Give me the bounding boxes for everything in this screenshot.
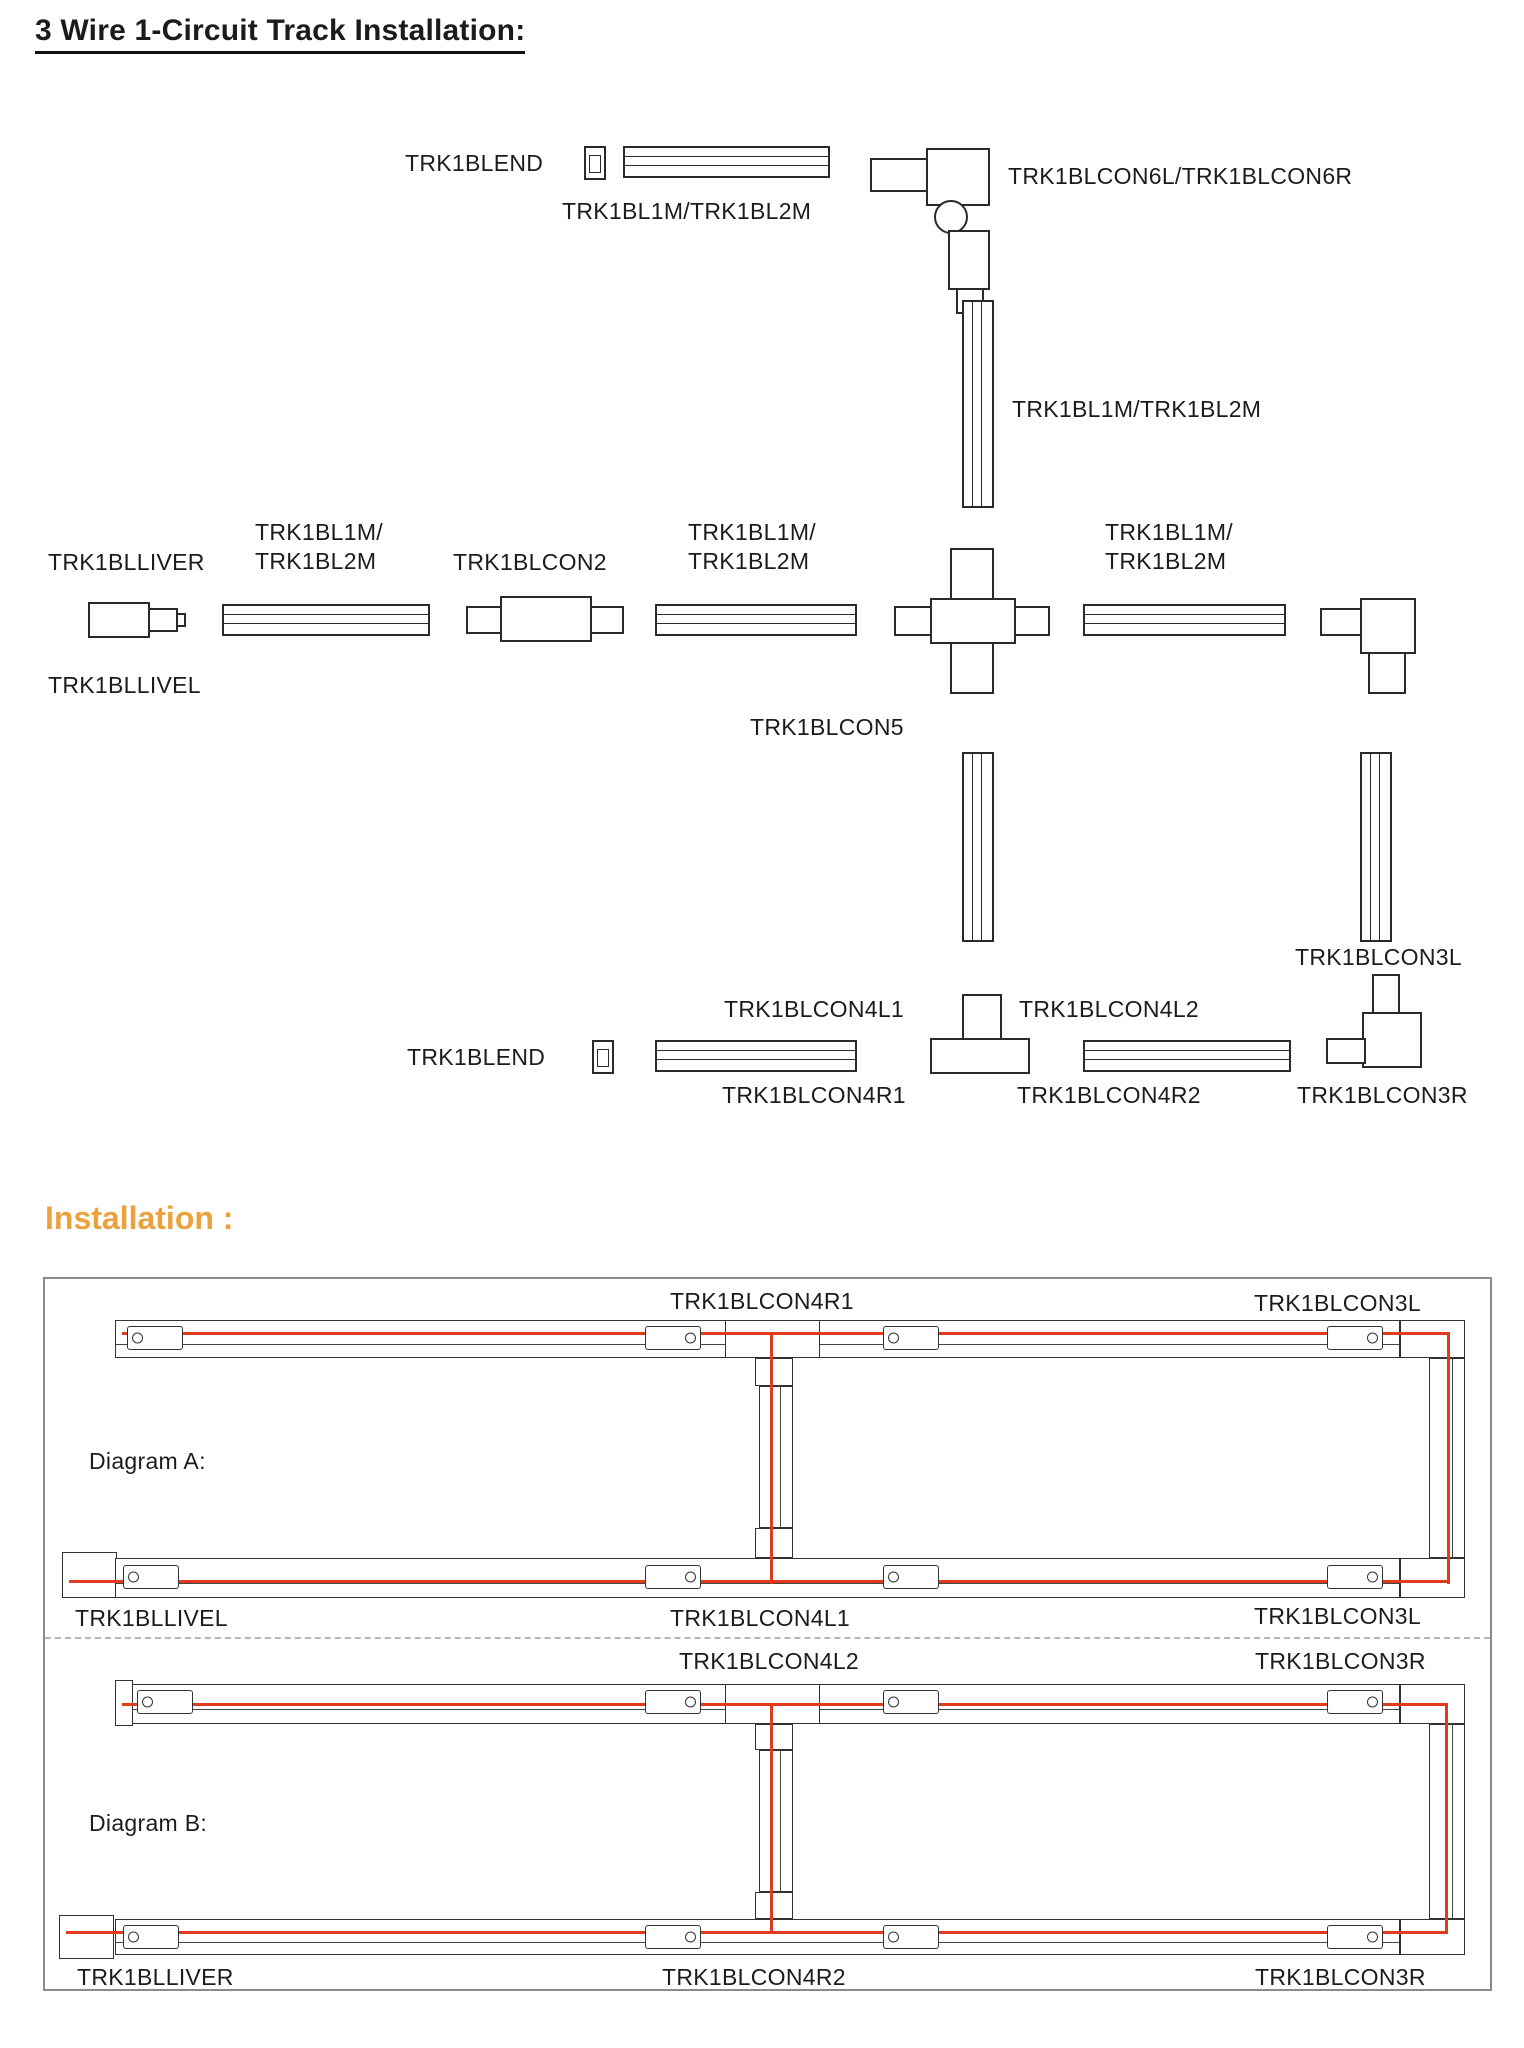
wire-a-right xyxy=(1447,1332,1450,1584)
label-track-a xyxy=(255,518,383,576)
track-a-bottom xyxy=(115,1558,1400,1598)
connector-clip-icon xyxy=(645,1925,701,1949)
cross-connector-icon xyxy=(894,548,1050,694)
arm-right xyxy=(1014,606,1050,636)
label-a-top-right: TRK1BLCON3L xyxy=(1254,1290,1421,1316)
label-b-bottom-center: TRK1BLCON4R2 xyxy=(662,1964,846,1990)
t-stem xyxy=(755,1528,793,1558)
line1: TRK1BL1M/ xyxy=(688,519,816,545)
label-a-bottom-left: TRK1BLLIVEL xyxy=(75,1605,228,1631)
label-end-cap-bottom: TRK1BLEND xyxy=(407,1044,546,1070)
label-t-connector-4l2: TRK1BLCON4L2 xyxy=(1019,996,1200,1022)
body xyxy=(930,598,1016,644)
end-cap-detail xyxy=(597,1049,609,1067)
live-end-feed-icon xyxy=(88,600,188,640)
label-l-connector-left: TRK1BLCON3L xyxy=(1295,944,1462,970)
label-b-top-center: TRK1BLCON4L2 xyxy=(679,1648,860,1674)
stub-top xyxy=(950,548,994,600)
label-b-bottom-left: TRK1BLLIVER xyxy=(77,1964,234,1990)
connector-clip-icon xyxy=(123,1925,179,1949)
connector-clip-icon xyxy=(123,1565,179,1589)
track-icon xyxy=(1083,1040,1291,1072)
stub-bottom xyxy=(950,642,994,694)
stem xyxy=(962,994,1002,1042)
plug xyxy=(590,606,624,634)
wire-b-middle xyxy=(770,1703,773,1934)
label-cross-connector: TRK1BLCON5 xyxy=(750,714,904,740)
track-b-middle xyxy=(759,1750,793,1892)
connector-clip-icon xyxy=(883,1925,939,1949)
installation-heading: Installation : xyxy=(45,1200,234,1236)
label-a-bottom-center: TRK1BLCON4L1 xyxy=(670,1605,851,1631)
vertical-track-icon xyxy=(962,752,994,942)
l-connector-icon xyxy=(1320,598,1416,694)
line1: TRK1BL1M/ xyxy=(1105,519,1233,545)
diagram-b-label: Diagram B: xyxy=(89,1810,208,1836)
connector-clip-icon xyxy=(645,1565,701,1589)
track-icon xyxy=(655,1040,857,1072)
l-connector-icon xyxy=(1326,974,1424,1068)
connector-clip-icon xyxy=(1327,1925,1383,1949)
vertical-track-icon xyxy=(962,300,994,508)
wire-b-bottom xyxy=(66,1931,1448,1934)
label-a-bottom-right: TRK1BLCON3L xyxy=(1254,1603,1421,1629)
connector-clip-icon xyxy=(645,1326,701,1350)
label-t-connector-4l1: TRK1BLCON4L1 xyxy=(724,996,905,1022)
label-track-top: TRK1BL1M/TRK1BL2M xyxy=(562,198,812,224)
line2: TRK1BL2M xyxy=(1105,548,1227,574)
connector-clip-icon xyxy=(883,1690,939,1714)
label-track-b xyxy=(688,518,816,576)
track-icon xyxy=(655,604,857,636)
wire-b-top xyxy=(122,1703,1448,1706)
plug xyxy=(466,606,502,634)
plug xyxy=(1320,608,1362,636)
straight-connector-icon xyxy=(466,596,624,642)
line2: TRK1BL2M xyxy=(255,548,377,574)
label-straight-connector: TRK1BLCON2 xyxy=(453,549,607,575)
connector-clip-icon xyxy=(883,1326,939,1350)
diagram-a-label: Diagram A: xyxy=(89,1448,206,1474)
label-vertical-track: TRK1BL1M/TRK1BL2M xyxy=(1012,396,1262,422)
t-stem xyxy=(755,1892,793,1919)
diagram-divider xyxy=(45,1637,1490,1639)
wire-a-middle xyxy=(770,1332,773,1584)
body xyxy=(930,1038,1030,1074)
corner-a-bottom-right xyxy=(1400,1558,1465,1598)
vertical-track-icon xyxy=(1360,752,1392,942)
end-cap-detail xyxy=(589,155,601,173)
corner-b-bottom-right xyxy=(1400,1919,1465,1955)
label-b-top-right: TRK1BLCON3R xyxy=(1255,1648,1426,1674)
page-title: 3 Wire 1-Circuit Track Installation: xyxy=(35,14,525,54)
line1: TRK1BL1M/ xyxy=(255,519,383,545)
plug-tip xyxy=(176,613,186,627)
track-icon xyxy=(1083,604,1286,636)
live-feed-a xyxy=(62,1552,117,1598)
body xyxy=(1362,1012,1422,1068)
connector-clip-icon xyxy=(137,1690,193,1714)
ball-joint xyxy=(934,200,968,234)
connector-clip-icon xyxy=(1327,1565,1383,1589)
flex-elbow-connector-icon xyxy=(870,138,1000,316)
line2: TRK1BL2M xyxy=(688,548,810,574)
track-a-middle xyxy=(759,1386,793,1528)
label-flex-elbow: TRK1BLCON6L/TRK1BLCON6R xyxy=(1008,163,1353,189)
end-cap-icon xyxy=(584,146,606,180)
label-l-connector-right: TRK1BLCON3R xyxy=(1297,1082,1468,1108)
label-t-connector-4r1: TRK1BLCON4R1 xyxy=(722,1082,906,1108)
corner-a-top-right xyxy=(1400,1320,1465,1358)
live-feed-b xyxy=(59,1915,114,1959)
connector-clip-icon xyxy=(1327,1326,1383,1350)
wire-a-top xyxy=(122,1332,1450,1335)
body xyxy=(88,602,150,638)
body xyxy=(948,230,990,290)
body xyxy=(500,596,592,642)
label-live-end-left: TRK1BLLIVEL xyxy=(48,672,201,698)
installation-panel xyxy=(43,1277,1492,1991)
connector-clip-icon xyxy=(1327,1690,1383,1714)
plug xyxy=(1326,1038,1366,1064)
plug xyxy=(870,158,930,192)
label-end-cap-top: TRK1BLEND xyxy=(405,150,544,176)
body xyxy=(1360,598,1416,654)
connector-clip-icon xyxy=(127,1326,183,1350)
t-stem xyxy=(755,1358,793,1386)
wire-b-right xyxy=(1445,1703,1448,1934)
end-cap-icon xyxy=(592,1040,614,1074)
label-b-bottom-right: TRK1BLCON3R xyxy=(1255,1964,1426,1990)
connector-clip-icon xyxy=(645,1690,701,1714)
plug xyxy=(148,608,178,632)
t-connector-icon xyxy=(930,994,1030,1074)
t-stem xyxy=(755,1724,793,1750)
leg xyxy=(1372,974,1400,1014)
track-b-bottom xyxy=(115,1919,1400,1955)
label-track-c xyxy=(1105,518,1233,576)
body xyxy=(926,148,990,206)
label-a-top-center: TRK1BLCON4R1 xyxy=(670,1288,854,1314)
label-t-connector-4r2: TRK1BLCON4R2 xyxy=(1017,1082,1201,1108)
wire-a-bottom xyxy=(69,1580,1450,1583)
leg xyxy=(1368,652,1406,694)
connector-clip-icon xyxy=(883,1565,939,1589)
track-icon xyxy=(222,604,430,636)
track-icon xyxy=(623,146,830,178)
arm-left xyxy=(894,606,932,636)
label-live-end-right: TRK1BLLIVER xyxy=(48,549,205,575)
